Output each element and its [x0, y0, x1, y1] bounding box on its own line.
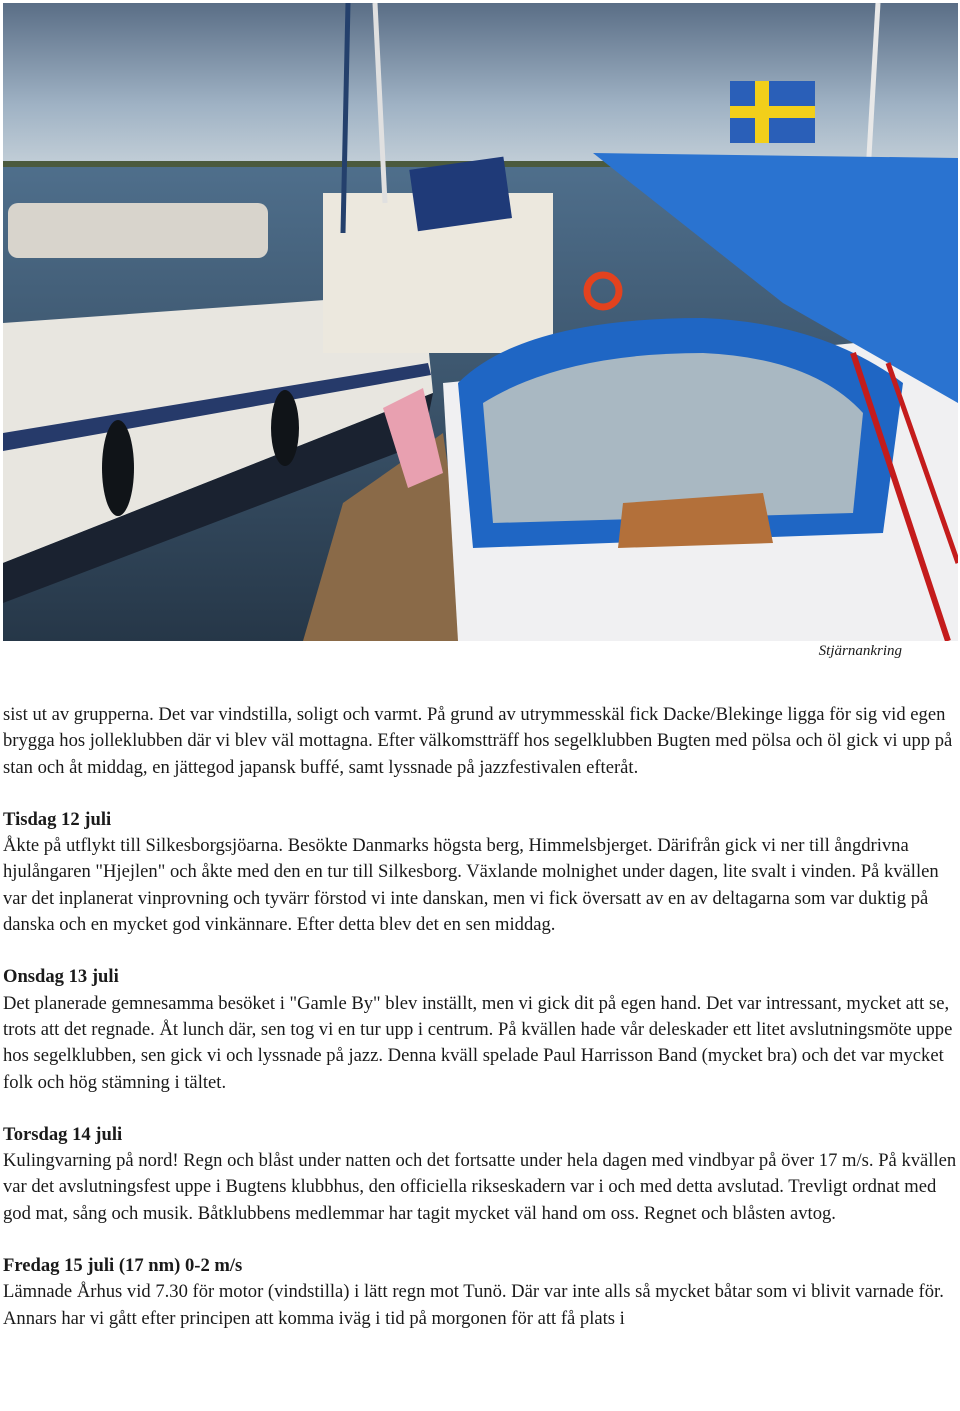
section-wednesday — [3, 964, 958, 1095]
section-body: Åkte på utflykt till Silkesborgsjöarna. Besökte Danmarks högsta berg, Himmelsbjerget. Därifrån gick vi ner till ångdrivna hjulångaren "Hjejlen" och åkte med den en tur till Silkesborg. Växlande molnighet under dagen, lite svalt i vinden. På kvällen var det inplanerat vinprovning och tyvärr förstod vi inte danskan, men vi fick översatt av en av deltagarna som var duktig på danska och en mycket god vinkännare. Efter detta blev det en sen middag. — [3, 835, 939, 936]
intro-paragraph: sist ut av grupperna. Det var vindstilla, soligt och varmt. På grund av utrymmesskäl fick Dacke/Blekinge ligga för sig vid egen brygga hos jolleklubben där vi blev väl mottagna. Efter välkomstträff hos segelklubben Bugten med pölsa och öl gick vi upp på stan och åt middag, en jättegod japansk buffé, samt lyssnade på jazzfestivalen efteråt. — [3, 704, 953, 778]
section-friday — [3, 1253, 958, 1332]
section-body: Kulingvarning på nord! Regn och blåst under natten och det fortsatte under hela dagen med vindbyar på över 17 m/s. På kvällen var det avslutningsfest uppe i Bugtens klubbhus, den officiella rikseskadern var i och med detta avslutad. Trevligt ordnat med god mat, sång och musik. Båtklubbens medlemmar har tagit mycket väl hand om oss. Regnet och blåsten avtog. — [3, 1150, 957, 1224]
section-heading: Onsdag 13 juli — [3, 966, 119, 988]
article-body — [3, 702, 958, 1332]
section-heading: Torsdag 14 juli — [3, 1123, 123, 1145]
harbor-photo — [3, 3, 958, 641]
section-body: Lämnade Århus vid 7.30 för motor (vindstilla) i lätt regn mot Tunö. Där var inte alls så mycket båtar som vi blivit varnade för. Annars har vi gått efter principen att komma iväg i tid på morgonen för att få plats i — [3, 1281, 944, 1329]
section-heading: Fredag 15 juli (17 nm) 0-2 m/s — [3, 1255, 243, 1277]
section-tuesday — [3, 807, 958, 938]
photo-caption: Stjärnankring — [818, 643, 902, 659]
section-thursday — [3, 1122, 958, 1227]
section-body: Det planerade gemnesamma besöket i "Gamle By" blev inställt, men vi gick dit på egen hand. Det var intressant, mycket att se, trots att det regnade. Åt lunch där, sen tog vi en tur upp i centrum. På kvällen hade vår deleskader ett litet avslutningsmöte uppe hos segelklubben, sen gick vi och lyssnade på jazz. Denna kväll spelade Paul Harrisson Band (mycket bra) och det var mycket folk och hög stämning i tältet. — [3, 992, 953, 1093]
section-heading: Tisdag 12 juli — [3, 808, 112, 830]
